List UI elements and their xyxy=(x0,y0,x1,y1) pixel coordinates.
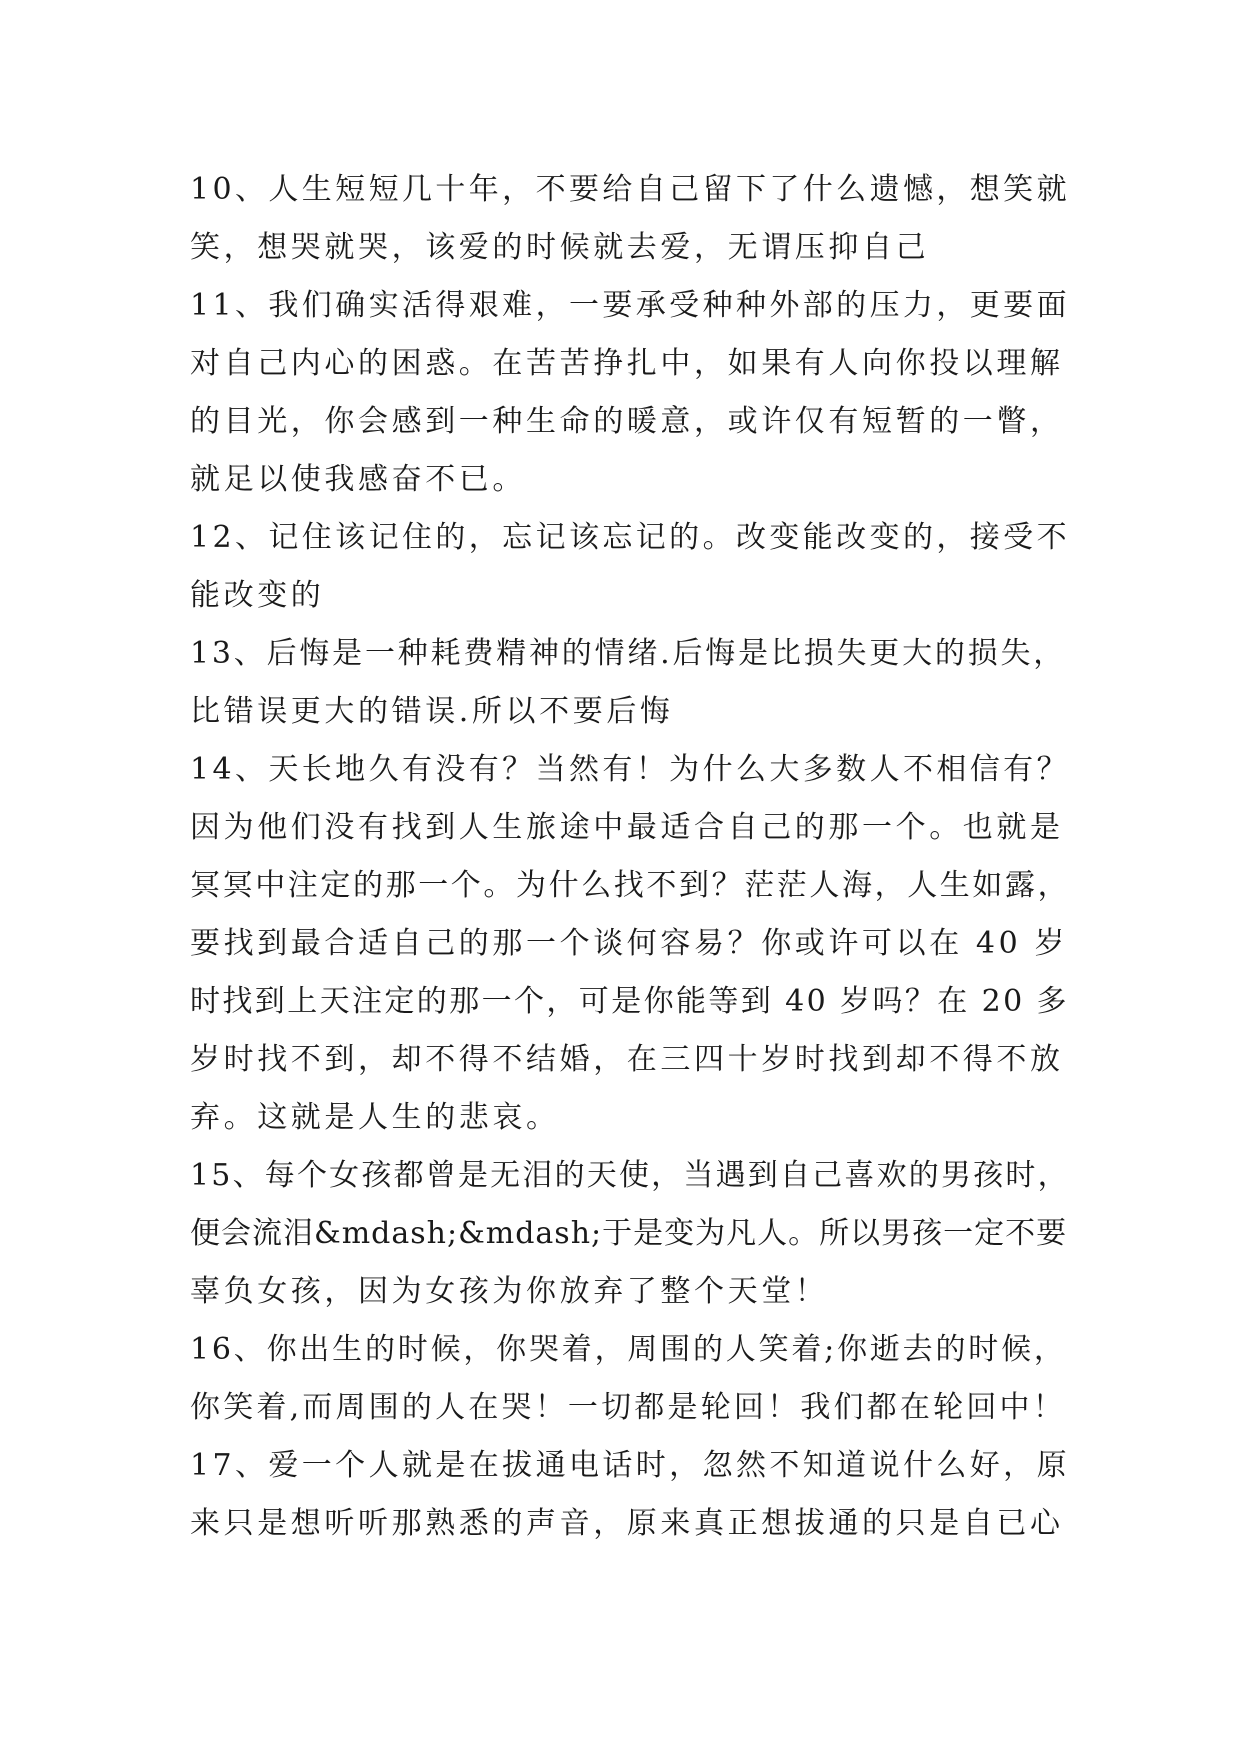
text-line: 12、记住该记住的，忘记该忘记的。改变能改变的，接受不 xyxy=(190,520,1070,555)
text-line: 11、我们确实活得艰难，一要承受种种外部的压力，更要面 xyxy=(190,288,1070,323)
text-line: 17、爱一个人就是在拔通电话时，忽然不知道说什么好，原 xyxy=(190,1448,1070,1483)
text-line: 因为他们没有找到人生旅途中最适合自己的那一个。也就是 xyxy=(190,810,1064,845)
text-line: 能改变的 xyxy=(190,578,325,613)
text-line: 来只是想听听那熟悉的声音，原来真正想拔通的只是自已心 xyxy=(190,1506,1064,1541)
text-line: 13、后悔是一种耗费精神的情绪.后悔是比损失更大的损失， xyxy=(190,636,1067,671)
text-line: 16、你出生的时候，你哭着，周围的人笑着;你逝去的时候， xyxy=(190,1332,1067,1367)
text-line: 岁时找不到，却不得不结婚，在三四十岁时找到却不得不放 xyxy=(190,1042,1064,1077)
text-line: 10、人生短短几十年，不要给自己留下了什么遗憾，想笑就 xyxy=(190,172,1070,207)
document-body xyxy=(190,161,1070,1553)
text-line: 你笑着,而周围的人在哭！一切都是轮回！我们都在轮回中！ xyxy=(190,1390,1066,1425)
text-line: 对自己内心的困惑。在苦苦挣扎中，如果有人向你投以理解 xyxy=(190,346,1064,381)
text-line: 时找到上天注定的那一个，可是你能等到 40 岁吗？在 20 多 xyxy=(190,984,1069,1019)
text-line: 比错误更大的错误.所以不要后悔 xyxy=(190,694,674,729)
text-line: 冥冥中注定的那一个。为什么找不到？茫茫人海，人生如露， xyxy=(190,868,1071,903)
text-line: 的目光，你会感到一种生命的暖意，或许仅有短暂的一瞥， xyxy=(190,404,1064,439)
text-line: 就足以使我感奋不已。 xyxy=(190,462,526,497)
text-line: 便会流泪&mdash;&mdash;于是变为凡人。所以男孩一定不要 xyxy=(190,1216,1068,1251)
text-line: 要找到最合适自己的那一个谈何容易？你或许可以在 40 岁 xyxy=(190,926,1069,961)
text-line: 辜负女孩，因为女孩为你放弃了整个天堂！ xyxy=(190,1274,829,1309)
text-line: 弃。这就是人生的悲哀。 xyxy=(190,1100,560,1135)
text-line: 14、天长地久有没有？当然有！为什么大多数人不相信有？ xyxy=(190,752,1070,787)
text-line: 笑，想哭就哭，该爱的时候就去爱，无谓压抑自己 xyxy=(190,230,930,265)
text-line: 15、每个女孩都曾是无泪的天使，当遇到自己喜欢的男孩时， xyxy=(190,1158,1070,1193)
